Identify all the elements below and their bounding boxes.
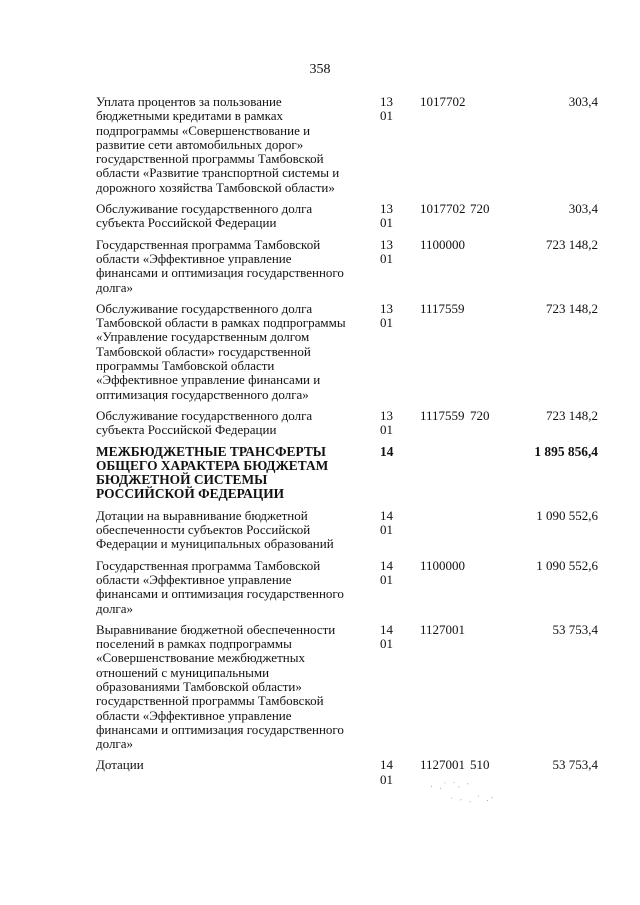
row-section-code: 13 01 [380, 201, 393, 231]
row-target-article: 1127001 [420, 757, 466, 773]
row-name: МЕЖБЮДЖЕТНЫЕ ТРАНСФЕРТЫ ОБЩЕГО ХАРАКТЕРА БЮДЖЕТАМ БЮДЖЕТНОЙ СИСТЕМЫ РОССИЙСКОЙ ФЕДЕРАЦИИ [96, 443, 329, 502]
table-row [96, 95, 616, 195]
row-expense-type: 720 [470, 201, 490, 217]
row-target-article: 1100000 [420, 236, 466, 252]
row-amount: 303,4 [568, 201, 598, 217]
row-name: Государственная программа Тамбовской области «Эффективное управление финансами и оптимизация государственного долга» [96, 236, 344, 295]
row-amount: 53 753,4 [552, 757, 598, 773]
page-number: 358 [309, 62, 331, 77]
row-section-code: 14 [380, 443, 394, 459]
table-row [96, 445, 616, 502]
row-name: Уплата процентов за пользование бюджетными кредитами в рамках подпрограммы «Совершенствование и развитие сети автомобильных дорог» государственной программы Тамбовской области «Развитие транспортной системы и дорожного хозяйства Тамбовской области» [96, 94, 340, 195]
row-expense-type: 720 [470, 407, 490, 423]
row-target-article: 1100000 [420, 557, 466, 573]
table-row [96, 559, 616, 616]
row-section-code: 13 01 [380, 94, 393, 124]
row-section-code: 14 01 [380, 557, 393, 587]
row-section-code: 13 01 [380, 236, 393, 266]
row-amount: 1 090 552,6 [536, 557, 598, 573]
row-amount: 723 148,2 [546, 407, 598, 423]
budget-table [96, 95, 616, 794]
table-row [96, 202, 616, 231]
scan-artifact: ˙ · . ˙ .· [449, 792, 496, 806]
row-amount: 723 148,2 [546, 300, 598, 316]
row-expense-type [468, 559, 502, 616]
row-expense-type: 510 [470, 757, 490, 773]
row-name: Дотации [96, 757, 144, 773]
row-amount: 723 148,2 [546, 236, 598, 252]
row-name: Обслуживание государственного долга субъекта Российской Федерации [96, 407, 313, 438]
table-row [96, 623, 616, 752]
table-row [96, 409, 616, 438]
row-target-article: 1117559 [420, 300, 465, 316]
table-row [96, 758, 616, 787]
row-amount: 53 753,4 [552, 621, 598, 637]
table-row [96, 238, 616, 295]
row-section-code: 13 01 [380, 300, 393, 331]
row-amount: 1 895 856,4 [534, 443, 598, 459]
row-expense-type [468, 302, 502, 402]
row-section-code: 13 01 [380, 407, 393, 438]
row-name: Государственная программа Тамбовской области «Эффективное управление финансами и оптимизация государственного долга» [96, 557, 344, 616]
row-expense-type [468, 445, 502, 502]
row-target-article: 1127001 [420, 621, 466, 637]
row-name: Выравнивание бюджетной обеспеченности поселений в рамках подпрограммы «Совершенствование межбюджетных отношений с муниципальными образованиями Тамбовской области» государственной программы Тамбовской области «Эффективное управление финансами и оптимизация государственного долга» [96, 621, 344, 752]
row-expense-type [468, 238, 502, 295]
row-amount: 303,4 [568, 94, 598, 109]
row-name: Обслуживание государственного долга субъекта Российской Федерации [96, 201, 313, 231]
row-section-code: 14 01 [380, 507, 393, 538]
row-target-article: 1017702 [420, 201, 466, 217]
row-section-code: 14 01 [380, 757, 393, 787]
row-expense-type [468, 509, 502, 552]
row-expense-type [468, 95, 502, 195]
table-row [96, 302, 616, 402]
scan-artifact: · .˙ ˙. · [429, 778, 472, 792]
row-target-article: 1017702 [420, 94, 466, 109]
row-target-article: 1117559 [420, 407, 465, 423]
row-name: Обслуживание государственного долга Тамбовской области в рамках подпрограммы «Управление государственным долгом Тамбовской области» государственной программы Тамбовской области «Эффективное управление финансами и оптимизация государственного долга» [96, 300, 346, 402]
row-name: Дотации на выравнивание бюджетной обеспеченности субъектов Российской Федерации и муниципальных образований [96, 507, 334, 552]
row-target-article [408, 509, 468, 552]
row-amount: 1 090 552,6 [536, 507, 598, 523]
row-section-code: 14 01 [380, 621, 393, 652]
row-expense-type [468, 623, 502, 752]
table-row [96, 509, 616, 552]
row-target-article [408, 445, 468, 502]
